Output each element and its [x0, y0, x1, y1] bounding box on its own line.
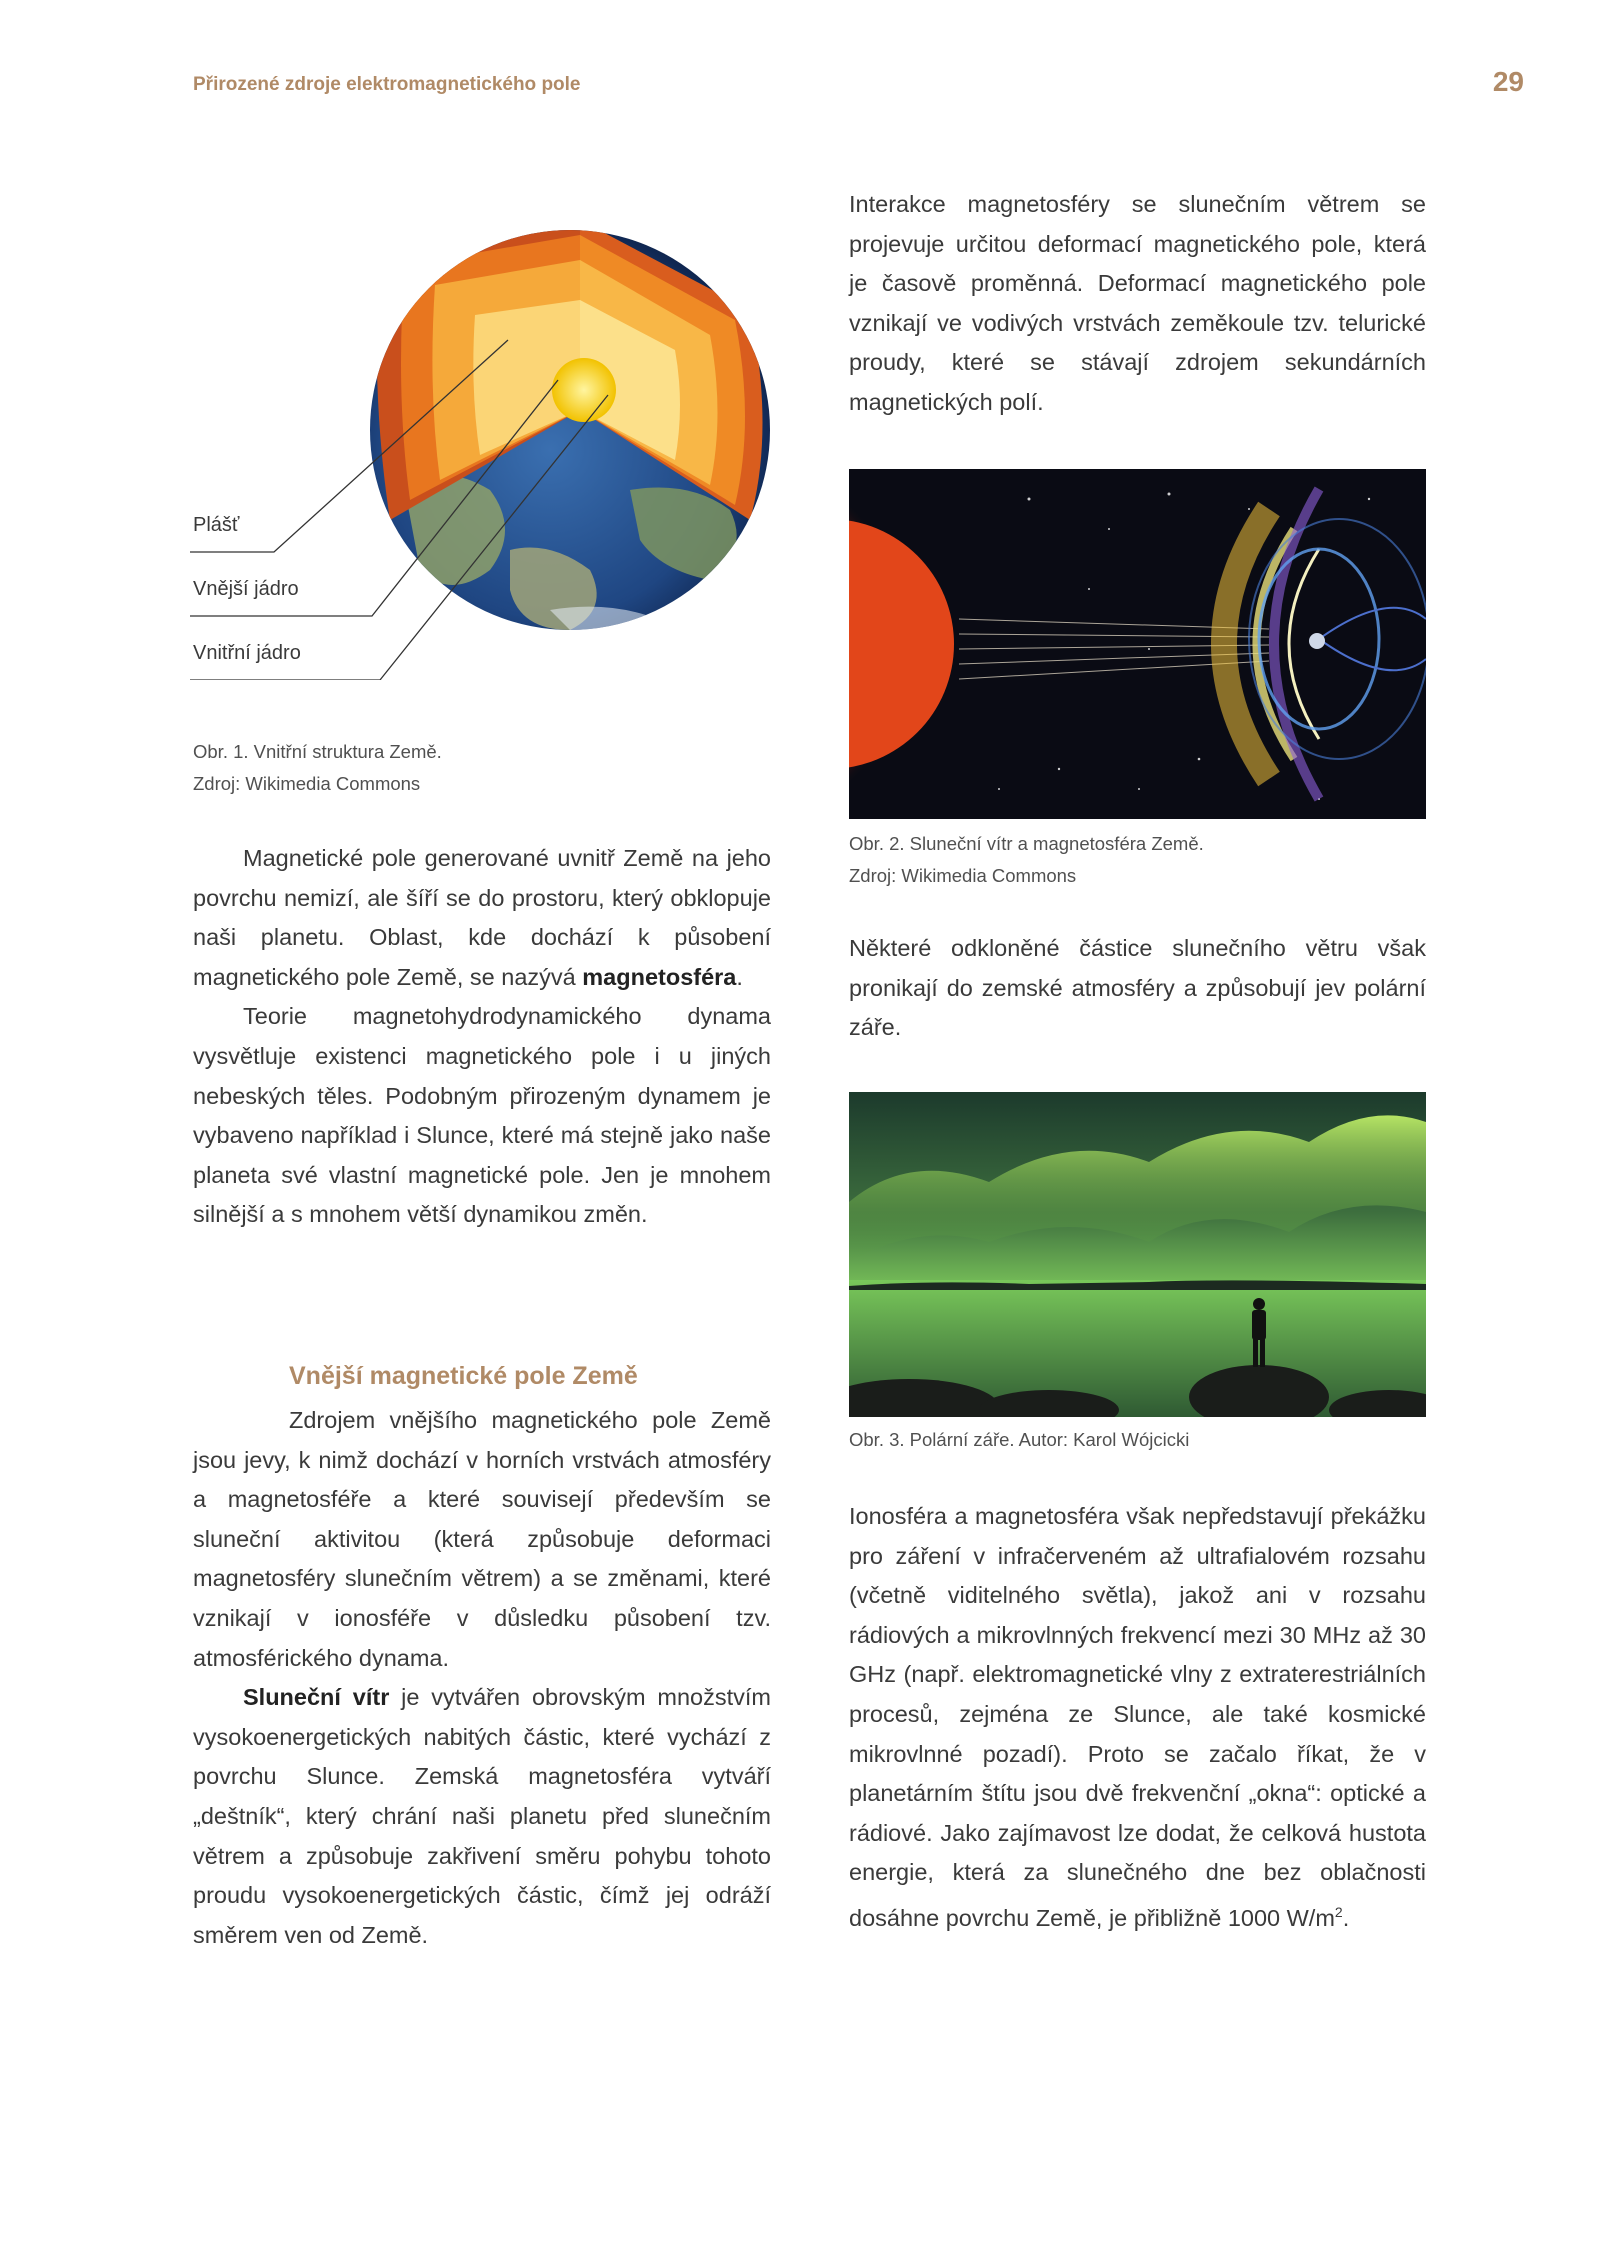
inner-core: [552, 358, 616, 422]
figure2-caption: [849, 828, 1204, 892]
p1-text: Magnetické pole generované uvnitř Země na jeho povrchu nemizí, ale šíří se do prostoru, který obklopuje naši planetu. Oblast, kde dochází k působení magnetického pole Země, se nazývá: [193, 845, 771, 990]
p4-text: je vytvářen obrovským množstvím vysokoenergetických nabitých částic, které vychází z povrchu Slunce. Zemská magnetosféra vytváří „deštník“, který chrání naši planetu před slunečním větrem a způsobuje zakřivení směru pohybu tohoto proudu vysokoenergetických částic, čímž jej odráží směrem ven od Země.: [193, 1684, 771, 1948]
left-column-lower: [193, 1401, 771, 1955]
dynamo-paragraph: Teorie magnetohydrodynamického dynama vysvětluje existenci magnetického pole i u jiných nebeských těles. Podobným přirozeným dynamem je vybaveno například i Slunce, které má stejně jako naše planeta své vlastní magnetické pole. Jen je mnohem silnější a s mnohem větší dynamikou změn.: [193, 1003, 771, 1228]
aurora-paragraph: Některé odkloněné částice slunečního větru však pronikají do zemské atmosféry a způsobují jev polární záře.: [849, 935, 1426, 1041]
section-heading: Vnější magnetické pole Země: [289, 1362, 638, 1390]
intro-paragraph: Interakce magnetosféry se slunečním větrem se projevuje určitou deformací magnetického pole, která je časově proměnná. Deformací magnetického pole vznikají ve vodivých vrstvách zeměkoule tzv. telurické proudy, které se stávají zdrojem sekundárních magnetických polí.: [849, 191, 1426, 415]
ionosphere-end: .: [1342, 1904, 1350, 1931]
label-mantle: Plášť: [193, 514, 240, 536]
label-inner-core: Vnitřní jádro: [193, 642, 301, 664]
p1-end: .: [736, 963, 743, 990]
magnetosphere-paragraph: [193, 839, 771, 997]
earth-dot: [1309, 633, 1325, 649]
earth-structure-illustration: [190, 190, 780, 680]
solar-wind-paragraph: [193, 1678, 771, 1955]
figure3-caption: Obr. 3. Polární záře. Autor: Karol Wójcicki: [849, 1429, 1190, 1450]
figure1-caption: [193, 736, 442, 800]
figure2-caption-title: Obr. 2. Sluneční vítr a magnetosféra Země.: [849, 833, 1204, 854]
solar-wind-image: [849, 469, 1426, 819]
running-header: Přirozené zdroje elektromagnetického pole: [193, 74, 581, 95]
aurora-photo: [849, 1092, 1426, 1417]
figure1-caption-source: Zdroj: Wikimedia Commons: [193, 773, 421, 794]
left-column-upper: [193, 839, 771, 1235]
ionosphere-paragraph: [849, 1497, 1426, 1938]
ionosphere-text: Ionosféra a magnetosféra však nepředstavují překážku pro záření v infračerveném až ultrafialovém rozsahu (včetně viditelného světla), jakož ani v rozsahu rádiových a mikrovlnných frekvencí mezi 30 MHz až 30 GHz (např. elektromagnetické vlny z extraterestriálních procesů, zejména ze Slunce, ale také kosmické mikrovlnné pozadí). Proto se začalo říkat, že v planetárním štítu jsou dvě frekvenční „okna“: optické a rádiové. Jako zajímavost lze dodat, že celková hustota energie, která za slunečného dne bez oblačnosti dosáhne povrchu Země, je přibližně 1000 W/m: [849, 1503, 1426, 1931]
external-field-paragraph: Zdrojem vnějšího magnetického pole Země jsou jevy, k nimž dochází v horních vrstvách atmosféry a magnetosféře a které souvisejí především se sluneční aktivitou (která způsobuje deformaci magnetosféry slunečním větrem) a se změnami, které vznikají v ionosféře v důsledku působení tzv. atmosférického dynama.: [193, 1407, 771, 1671]
ionosphere-superscript: 2: [1334, 1903, 1343, 1920]
p1-term: magnetosféra: [582, 963, 737, 990]
label-outer-core: Vnější jádro: [193, 578, 299, 600]
figure2-caption-source: Zdroj: Wikimedia Commons: [849, 865, 1077, 886]
p4-term: Sluneční vítr: [243, 1684, 390, 1711]
figure1-caption-title: Obr. 1. Vnitřní struktura Země.: [193, 741, 442, 762]
page-number: 29: [1492, 66, 1524, 97]
